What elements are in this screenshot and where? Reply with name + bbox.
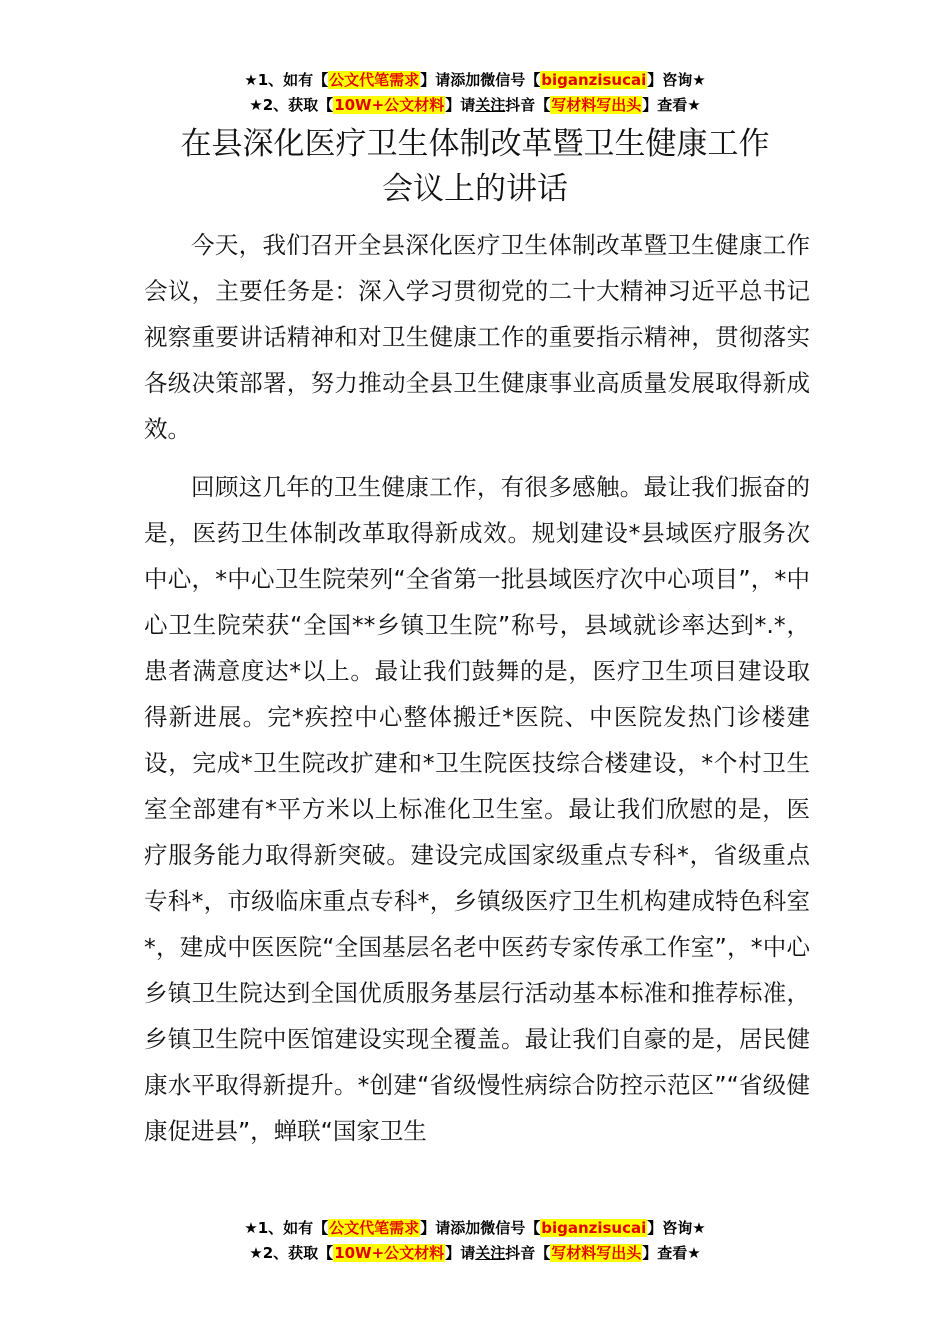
banner-underlined: 关注 bbox=[475, 96, 506, 114]
banner-highlight: 公文代笔需求 bbox=[329, 71, 420, 89]
banner-text: 抖音【 bbox=[505, 1244, 551, 1262]
banner-text: ★1、如有【 bbox=[244, 71, 329, 89]
banner-text: 】咨询★ bbox=[647, 71, 706, 89]
banner-highlight: 10W+公文材料 bbox=[334, 1244, 445, 1262]
banner-highlight: 公文代笔需求 bbox=[329, 1219, 420, 1237]
banner-text: 抖音【 bbox=[505, 96, 551, 114]
banner-text: 】请 bbox=[445, 96, 476, 114]
banner-highlight: 写材料写出头 bbox=[551, 96, 642, 114]
banner-text: 】咨询★ bbox=[647, 1219, 706, 1237]
banner-line-1 bbox=[0, 1216, 950, 1241]
banner-text: 】请 bbox=[445, 1244, 476, 1262]
banner-underlined: 关注 bbox=[475, 1244, 506, 1262]
banner-highlight: biganzisucai bbox=[541, 1219, 647, 1237]
footer-banner bbox=[0, 1216, 950, 1266]
paragraph-1: 今天，我们召开全县深化医疗卫生体制改革暨卫生健康工作会议，主要任务是：深入学习贯彻党的二十大精神习近平总书记视察重要讲话精神和对卫生健康工作的重要指示精神，贯彻落实各级决策部署，努力推动全县卫生健康事业高质量发展取得新成效。 bbox=[144, 231, 810, 443]
banner-line-2 bbox=[0, 93, 950, 118]
banner-highlight: biganzisucai bbox=[541, 71, 647, 89]
banner-text: 】查看★ bbox=[642, 96, 701, 114]
paragraph-2: 回顾这几年的卫生健康工作，有很多感触。最让我们振奋的是，医药卫生体制改革取得新成效。规划建设*县域医疗服务次中心，*中心卫生院荣列“全省第一批县域医疗次中心项目”，*中心卫生院荣获“全国**乡镇卫生院”称号，县域就诊率达到*.*，患者满意度达*以上。最让我们鼓舞的是，医疗卫生项目建设取得新进展。完*疾控中心整体搬迁*医院、中医院发热门诊楼建设，完成*卫生院改扩建和*卫生院医技综合楼建设，*个村卫生室全部建有*平方米以上标准化卫生室。最让我们欣慰的是，医疗服务能力取得新突破。建设完成国家级重点专科*，省级重点专科*，市级临床重点专科*，乡镇级医疗卫生机构建成特色科室*，建成中医医院“全国基层名老中医药专家传承工作室”，*中心乡镇卫生院达到全国优质服务基层行活动基本标准和推荐标准，乡镇卫生院中医馆建设实现全覆盖。最让我们自豪的是，居民健康水平取得新提升。*创建“省级慢性病综合防控示范区”“省级健康促进县”，蝉联“国家卫生 bbox=[144, 473, 810, 1145]
banner-text: ★1、如有【 bbox=[244, 1219, 329, 1237]
header-banner bbox=[0, 68, 950, 118]
document-body bbox=[144, 222, 810, 1154]
banner-text: ★2、获取【 bbox=[249, 1244, 334, 1262]
banner-text: ★2、获取【 bbox=[249, 96, 334, 114]
banner-line-1 bbox=[0, 68, 950, 93]
banner-text: 】查看★ bbox=[642, 1244, 701, 1262]
banner-highlight: 写材料写出头 bbox=[551, 1244, 642, 1262]
document-title bbox=[0, 122, 950, 212]
banner-text: 】请添加微信号【 bbox=[420, 1219, 541, 1237]
banner-highlight: 10W+公文材料 bbox=[334, 96, 445, 114]
title-line-2: 会议上的讲话 bbox=[382, 171, 568, 207]
title-line-1: 在县深化医疗卫生体制改革暨卫生健康工作 bbox=[180, 126, 770, 162]
banner-line-2 bbox=[0, 1241, 950, 1266]
banner-text: 】请添加微信号【 bbox=[420, 71, 541, 89]
